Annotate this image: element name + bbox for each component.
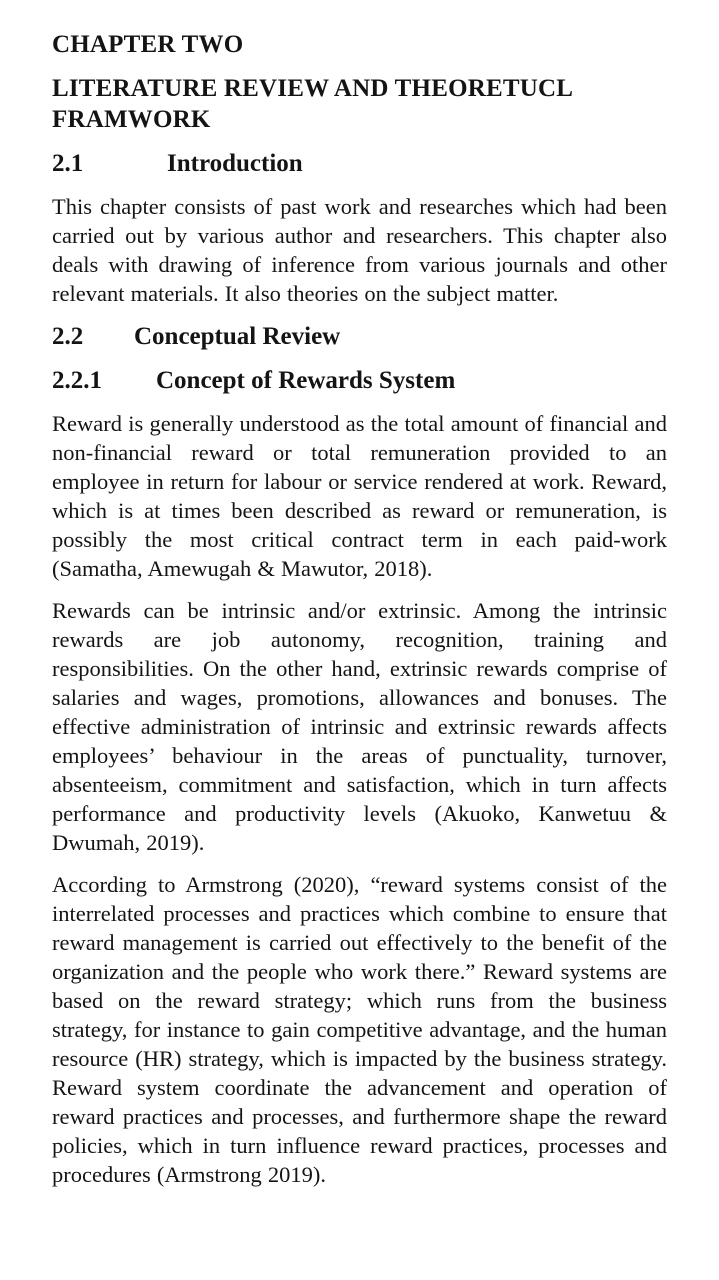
section-title-2-2: Conceptual Review (134, 323, 341, 350)
paragraph-armstrong-reward-systems: According to Armstrong (2020), “reward systems consist of the interrelated processes and practices which combine to ensure that reward management is carried out effectively to the benefit of the organization and the people who work there.” Reward systems are based on the reward strategy; which runs from the business strategy, for instance to gain competitive advantage, and the human resource (HR) strategy, which is impacted by the business strategy. Reward system coordinate the advancement and operation of reward practices and processes, and furthermore shape the reward policies, which in turn influence reward practices, processes and procedures (Armstrong 2019). (52, 872, 667, 1187)
chapter-heading: CHAPTER TWO (52, 31, 244, 58)
section-number-2-2-1: 2.2.1 (52, 367, 102, 394)
section-title-2-1: Introduction (167, 150, 303, 177)
section-heading-2-2 (52, 321, 667, 352)
paragraph-reward-definition: Reward is generally understood as the total amount of financial and non-financial reward or total remuneration provided to an employee in return for labour or service rendered at work. Reward, which is at times been described as reward or remuneration, is possibly the most critical contract term in each paid-work (Samatha, Amewugah & Mawutor, 2018). (52, 411, 667, 581)
paragraph-introduction: This chapter consists of past work and researches which had been carried out by various author and researchers. This chapter also deals with drawing of inference from various journals and other relevant materials. It also theories on the subject matter. (52, 194, 667, 306)
section-number-2-1: 2.1 (52, 150, 84, 177)
chapter-title: LITERATURE REVIEW AND THEORETUCL FRAMWORK (52, 75, 572, 133)
section-number-2-2: 2.2 (52, 323, 84, 350)
section-title-2-2-1: Concept of Rewards System (156, 367, 456, 394)
paragraph-intrinsic-extrinsic: Rewards can be intrinsic and/or extrinsic. Among the intrinsic rewards are job autonomy, recognition, training and responsibilities. On the other hand, extrinsic rewards comprise of salaries and wages, promotions, allowances and bonuses. The effective administration of intrinsic and extrinsic rewards affects employees’ behaviour in the areas of punctuality, turnover, absenteeism, commitment and satisfaction, which in turn affects performance and productivity levels (Akuoko, Kanwetuu & Dwumah, 2019). (52, 598, 667, 855)
section-heading-2-1 (52, 148, 667, 179)
section-heading-2-2-1 (52, 365, 667, 396)
